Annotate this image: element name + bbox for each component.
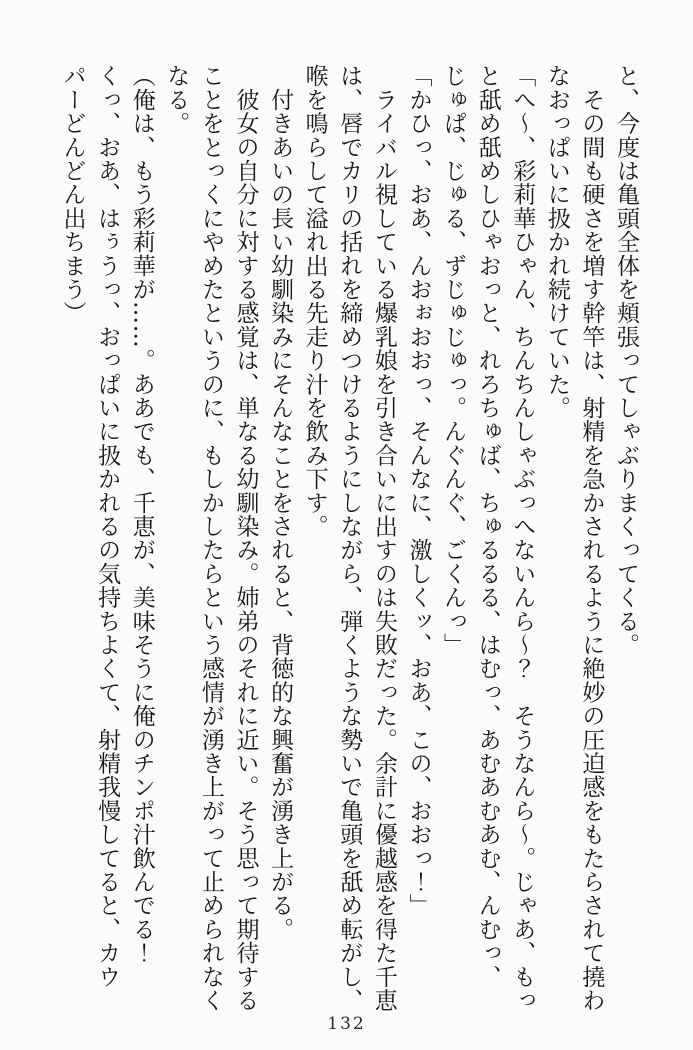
paragraph: ライバル視している爆乳娘を引き合いに出すのは失敗だった。余計に優越感を得た千恵は、唇でカリの括れを締めつけるようにしながら、弾くような勢いで亀頭を舐め転がし、喉を鳴らして溢れ出る先走り汁を飲み下す。 <box>301 64 397 1012</box>
paragraph: 彼女の自分に対する感覚は、単なる幼馴染み。姉弟のそれに近い。そう思って期待することをとっくにやめたというのに、もしかしたらという感情が湧き上がって止められなくなる。 <box>163 64 259 1012</box>
paragraph: と、今度は亀頭全体を頬張ってしゃぶりまくってくる。 <box>613 64 639 657</box>
paragraph: 付きあいの長い幼馴染みにそんなことをされると、背徳的な興奮が湧き上がる。 <box>267 64 294 941</box>
paragraph-dialogue: 「へ〜、彩莉華ひゃん、ちんちんしゃぶっへないんら〜？ そうなんら〜。じゃあ、もっと舐め舐めしひゃおっと、れろちゅば、ちゅるるる、はむっ、あむあむあむ、んむっ、じゅぱ、じゅる、ずじゅじゅっ。んぐんぐ、ごくんっ」 <box>440 64 536 1012</box>
body-text <box>55 64 643 1012</box>
paragraph: その間も硬さを増す幹竿は、射精を急かされるように絶妙の圧迫感をもたらされて撓わなおっぱいに扱かれ続けていた。 <box>543 64 605 1012</box>
page-number: 132 <box>327 1014 366 1034</box>
paragraph-thought: （俺は、もう彩莉華が……。ああでも、千恵が、美味そうに俺のチンポ汁飲んでる！ くっ、おあ、はぅうっ、おっぱいに扱かれるの気持ちよくて、射精我慢してると、カウパーどんどん出ちまう） <box>59 64 155 989</box>
paragraph-dialogue: 「かひっ、おあ、んおぉおおっ、そんなに、激しくッ、おあ、この、おおっ！」 <box>405 64 432 918</box>
